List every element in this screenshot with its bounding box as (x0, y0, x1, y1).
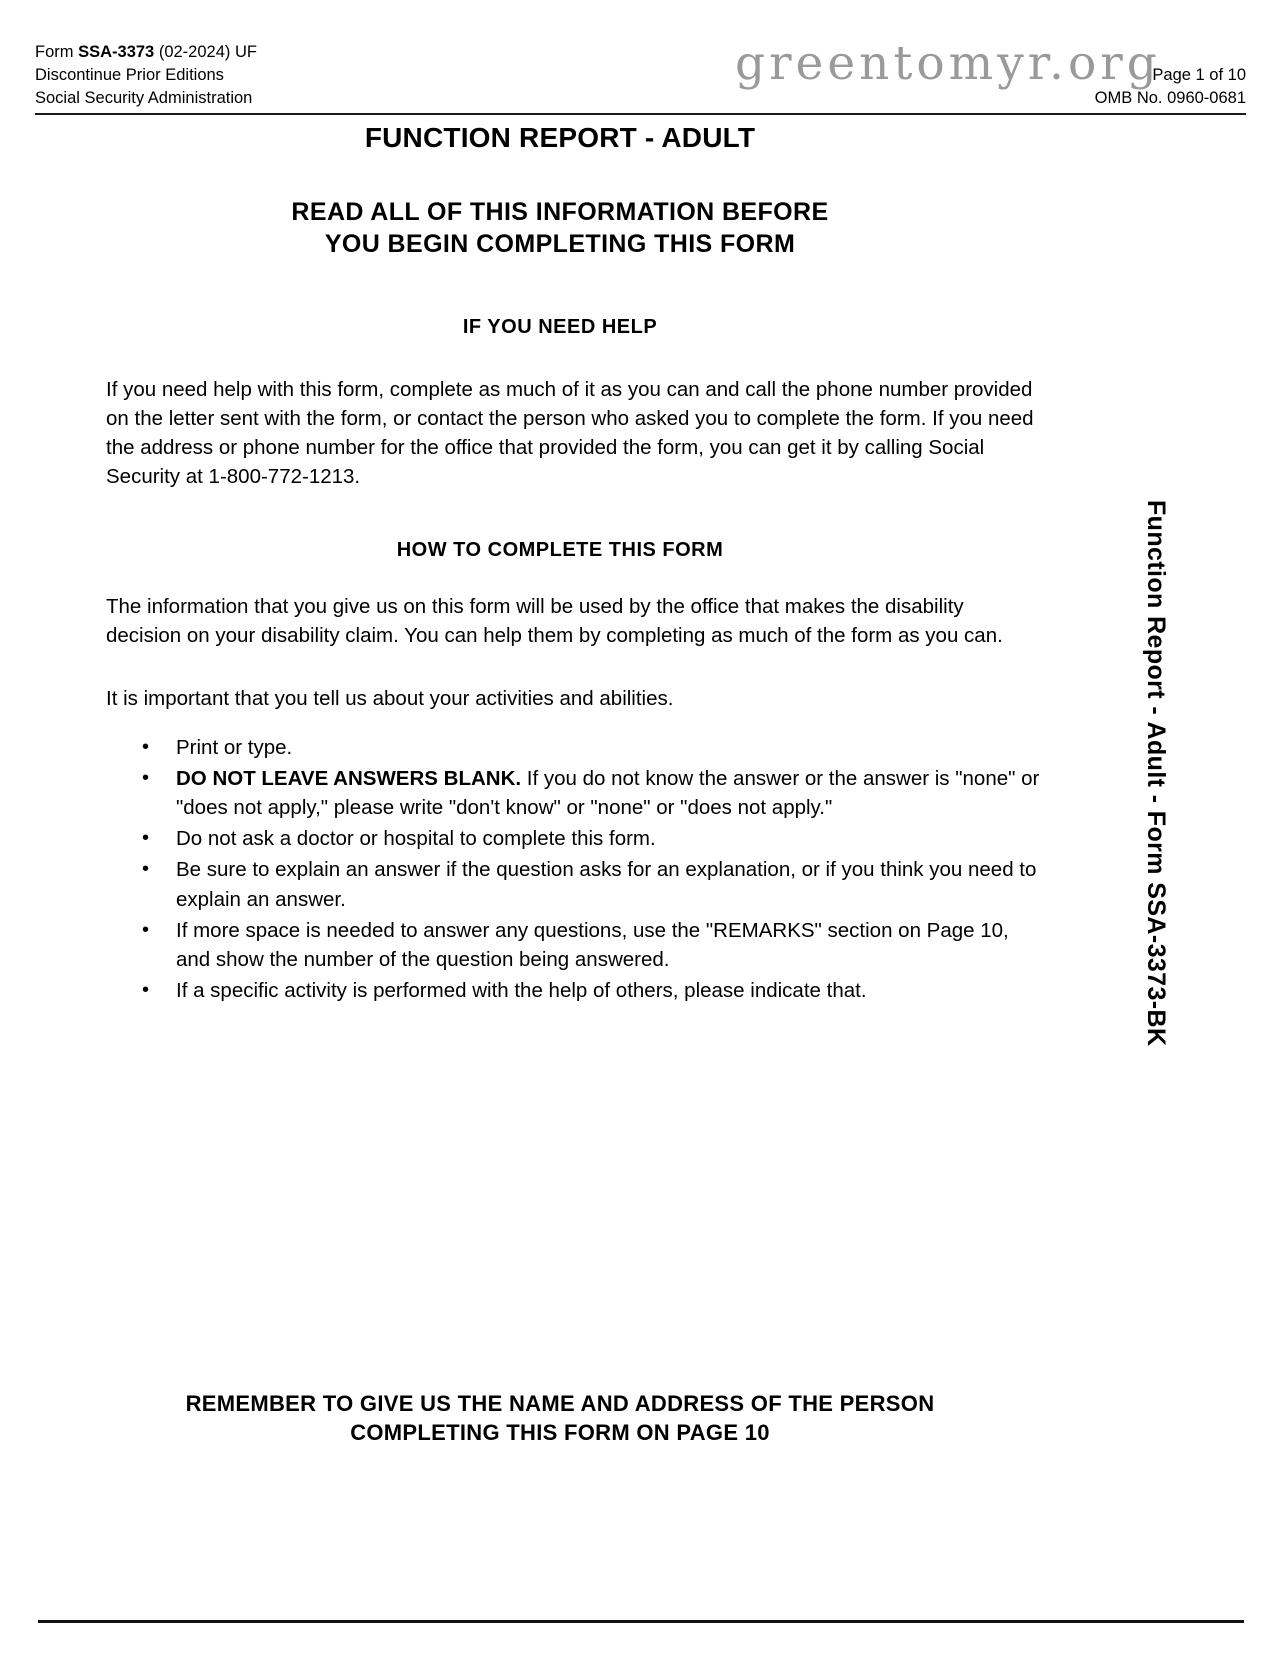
form-number-line: Form SSA-3373 (02-2024) UF (35, 43, 257, 61)
footer-reminder-line-2: COMPLETING THIS FORM ON PAGE 10 (350, 1419, 770, 1445)
instruction-list-item (136, 824, 1048, 853)
instruction-list-item (136, 733, 1048, 762)
bullet-marker-icon: • (142, 736, 150, 758)
page-header (35, 41, 1246, 110)
header-right-block (1095, 41, 1246, 110)
section-heading-how-to-complete: HOW TO COMPLETE THIS FORM (396, 539, 724, 561)
header-divider-rule (35, 113, 1246, 115)
instruction-list-item (136, 855, 1048, 913)
paragraph-if-you-need-help: If you need help with this form, complete as much of it as you can and call the phone number provided on the letter sent with the form, or contact the person who asked you to complete the form. If you need the address or phone number for the office that provided the form, you can get it by calling Social Security at 1-800-772-1213. (106, 378, 1034, 489)
instruction-list-item (136, 976, 1048, 1005)
omb-number: OMB No. 0960-0681 (1094, 89, 1246, 107)
bullet-marker-icon: • (142, 858, 150, 881)
page-title: FUNCTION REPORT - ADULT (364, 122, 756, 153)
paragraph-important-notice: It is important that you tell us about your activities and abilities. (106, 687, 674, 710)
bullet-marker-icon: • (142, 767, 150, 790)
bullet-marker-icon: • (142, 978, 150, 1001)
read-all-notice (0, 196, 1120, 260)
instruction-emphasis: DO NOT LEAVE ANSWERS BLANK. (176, 767, 522, 791)
instruction-text: Do not ask a doctor or hospital to complete this form. (176, 827, 656, 851)
read-all-line-2: YOU BEGIN COMPLETING THIS FORM (324, 230, 796, 258)
paragraph-how-to-complete: The information that you give us on this form will be used by the office that makes the disability decision on your disability claim. You can help them by completing as much of the form as you can. (106, 595, 1003, 648)
form-number: SSA-3373 (78, 43, 155, 61)
instruction-text: Print or type. (176, 736, 293, 759)
side-margin-label (1140, 500, 1180, 1120)
instruction-list-item (136, 916, 1048, 974)
header-left-block (35, 41, 257, 110)
instruction-text: Be sure to explain an answer if the question asks for an explanation, or if you think you need to explain an answer. (176, 858, 1037, 911)
read-all-line-1: READ ALL OF THIS INFORMATION BEFORE (291, 198, 829, 226)
site-watermark: greentomyr.org (735, 36, 1161, 91)
instruction-text: If more space is needed to answer any questions, use the "REMARKS" section on Page 10, and show the number of the question being answered. (176, 918, 1009, 971)
side-margin-label-text: Function Report - Adult - Form SSA-3373-BK (1142, 500, 1170, 1047)
page-number: Page 1 of 10 (1152, 66, 1246, 84)
instruction-text: If a specific activity is performed with the help of others, please indicate that. (176, 978, 867, 1002)
agency-name: Social Security Administration (35, 89, 253, 107)
instruction-text: If you do not know the answer or the answer is "none" or "does not apply," please write "don't know" or "none" or "does not apply." (176, 767, 1040, 820)
footer-divider-rule (38, 1620, 1244, 1623)
footer-reminder-note (0, 1390, 1120, 1447)
discontinue-notice: Discontinue Prior Editions (35, 66, 224, 84)
header-right-spacer (1095, 41, 1246, 64)
instruction-bullet-list (136, 733, 1048, 1007)
bullet-marker-icon: • (142, 827, 150, 850)
bullet-marker-icon: • (142, 918, 150, 941)
footer-reminder-line-1: REMEMBER TO GIVE US THE NAME AND ADDRESS OF THE PERSON (185, 1391, 935, 1416)
section-heading-if-you-need-help: IF YOU NEED HELP (462, 316, 658, 338)
instruction-list-item (136, 764, 1048, 822)
